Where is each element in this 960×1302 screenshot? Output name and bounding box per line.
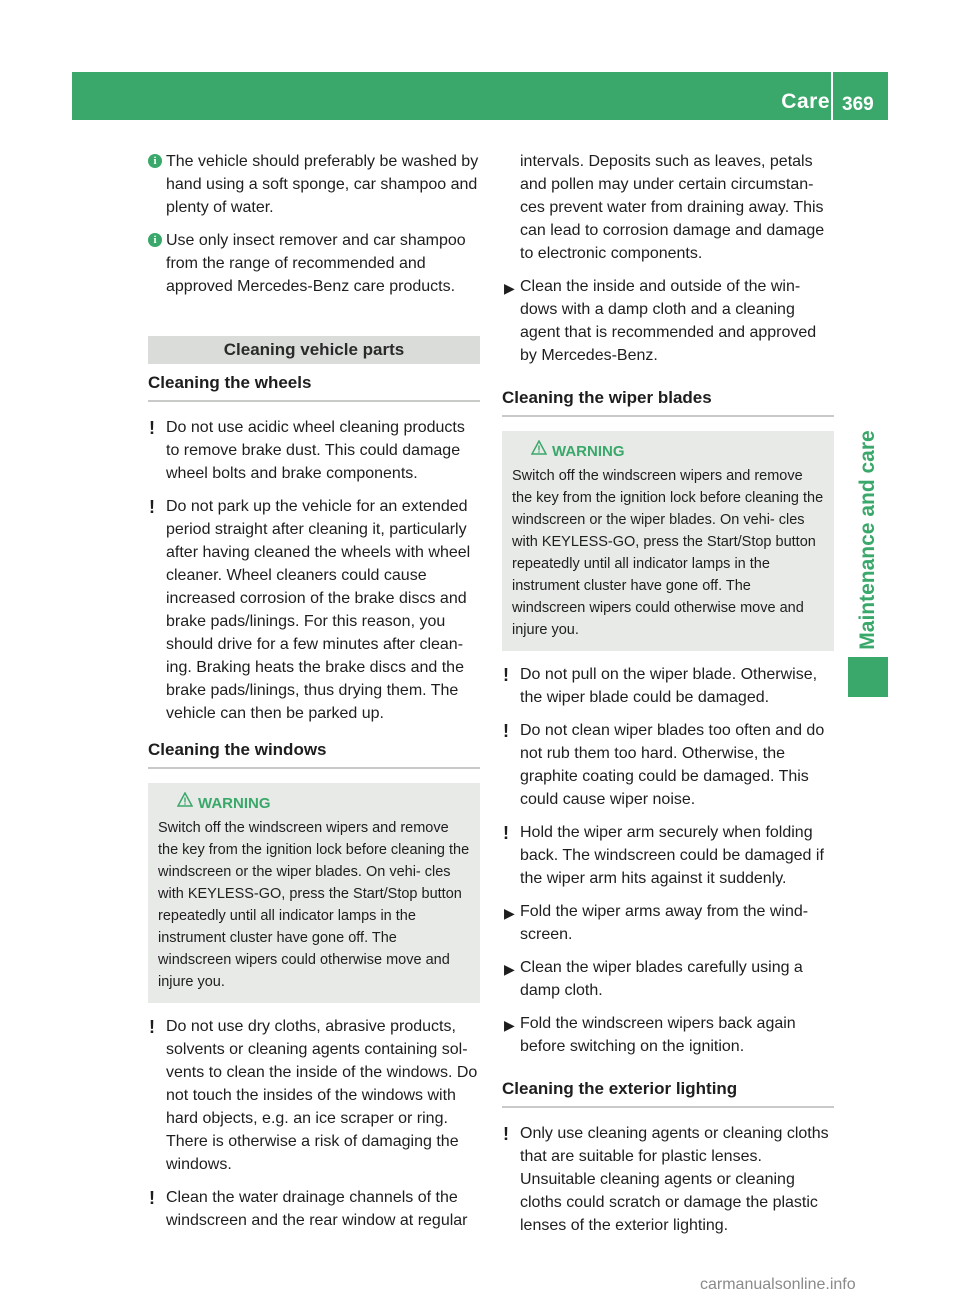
caution-note-text: Do not use dry cloths, abrasive products, solvents or cleaning agents containing sol- vents to clean the inside of the windows. Do not touch the insides of the windows with hard objects, e.g. an ice scraper or ring. There is otherwise a risk of damaging the windows. [166,1018,478,1173]
caution-note [148,1015,480,1176]
warning-text: Switch off the windscreen wipers and remove the key from the ignition lock before cleaning the windscreen or the wiper blades. On vehi- cles with KEYLESS-GO, press the Start/Stop button repeatedly until all indicator lamps in the instrument cluster have gone off. The windscreen wipers could otherwise move and injure you. [512,468,824,638]
step-text: Fold the wiper arms away from the wind- screen. [520,903,809,943]
caution-note-text: Do not clean wiper blades too often and do not rub them too hard. Otherwise, the graphite coating could be damaged. This could cause wiper noise. [520,722,825,808]
arrow-icon: ▶ [504,280,515,296]
subheading-exterior-lighting: Cleaning the exterior lighting [502,1078,834,1108]
exclamation-icon: ! [503,1124,509,1144]
header-bar [72,72,888,120]
warning-title-text: WARNING [552,443,625,460]
step-item [502,1012,834,1058]
exclamation-icon: ! [149,497,155,517]
exclamation-icon: ! [503,721,509,741]
info-note-text: Use only insect remover and car shampoo from the range of recommended and approved Mercedes-Benz care products. [166,232,466,295]
header-section-title: Care [781,90,830,113]
caution-note [502,663,834,709]
left-column [148,150,480,1242]
caution-note [148,495,480,725]
exclamation-icon: ! [149,418,155,438]
warning-triangle-icon [177,792,193,808]
warning-box [148,783,480,1003]
caution-note-text: Clean the water drainage channels of the windscreen and the rear window at regular [166,1189,468,1229]
arrow-icon: ▶ [504,961,515,977]
step-item [502,956,834,1002]
caution-note [148,1186,480,1232]
subheading-windows: Cleaning the windows [148,739,480,769]
section-heading: Cleaning vehicle parts [148,336,480,364]
caution-note [502,719,834,811]
info-note-text: The vehicle should preferably be washed by hand using a soft sponge, car shampoo and plenty of water. [166,153,479,216]
exclamation-icon: ! [503,665,509,685]
step-text: Clean the inside and outside of the win- dows with a damp cloth and a cleaning agent that is recommended and approved by Mercedes-Benz. [520,278,817,364]
step-text: Clean the wiper blades carefully using a damp cloth. [520,959,803,999]
caution-note [502,1122,834,1237]
info-icon: i [148,233,162,247]
caution-note-text: Only use cleaning agents or cleaning cloths that are suitable for plastic lenses. Unsuitable cleaning agents or cleaning cloths could scratch or damage the plastic lenses of the exterior lighting. [520,1125,829,1234]
info-note [148,229,480,298]
caution-note-text: Do not use acidic wheel cleaning products to remove brake dust. This could damage wheel bolts and brake components. [166,419,465,482]
header-divider [831,72,833,120]
caution-note [148,416,480,485]
caution-note-text: Hold the wiper arm securely when folding back. The windscreen could be damaged if the wiper arm hits against it suddenly. [520,824,824,887]
arrow-icon: ▶ [504,905,515,921]
caution-note-text: intervals. Deposits such as leaves, petals and pollen may under certain circumstan- ces prevent water from draining away. This can lead to corrosion damage and damage to electronic components. [520,153,825,262]
watermark-link[interactable]: carmanualsonline.info [700,1276,856,1293]
exclamation-icon: ! [503,823,509,843]
caution-note [502,821,834,890]
exclamation-icon: ! [149,1017,155,1037]
step-text: Fold the windscreen wipers back again before switching on the ignition. [520,1015,796,1055]
step-item [502,275,834,367]
subheading-wiper-blades: Cleaning the wiper blades [502,387,834,417]
caution-note-continued [502,150,834,265]
caution-note-text: Do not park up the vehicle for an extended period straight after cleaning it, particularly after having cleaned the wheels with wheel cleaner. Wheel cleaners could cause increased corrosion of the brake discs and brake pads/linings. For this reason, you should drive for a few minutes after clean- ing. Braking heats the brake discs and the brake pads/linings, thus drying them. The vehicle can then be parked up. [166,498,471,722]
info-icon: i [148,154,162,168]
warning-triangle-icon [531,440,547,456]
right-column [502,150,834,1247]
arrow-icon: ▶ [504,1017,515,1033]
side-tab-label: Maintenance and care [856,430,879,650]
warning-text: Switch off the windscreen wipers and remove the key from the ignition lock before cleaning the windscreen or the wiper blades. On vehi- cles with KEYLESS-GO, press the Start/Stop button repeatedly until all indicator lamps in the instrument cluster have gone off. The windscreen wipers could otherwise move and injure you. [158,820,470,990]
subheading-wheels: Cleaning the wheels [148,372,480,402]
info-note [148,150,480,219]
step-item [502,900,834,946]
warning-title [198,793,470,815]
page-number: 369 [842,94,874,115]
exclamation-icon: ! [149,1188,155,1208]
warning-title-text: WARNING [198,795,271,812]
warning-title [552,441,824,463]
side-tab-marker [848,657,888,697]
warning-box [502,431,834,651]
caution-note-text: Do not pull on the wiper blade. Otherwise, the wiper blade could be damaged. [520,666,818,706]
